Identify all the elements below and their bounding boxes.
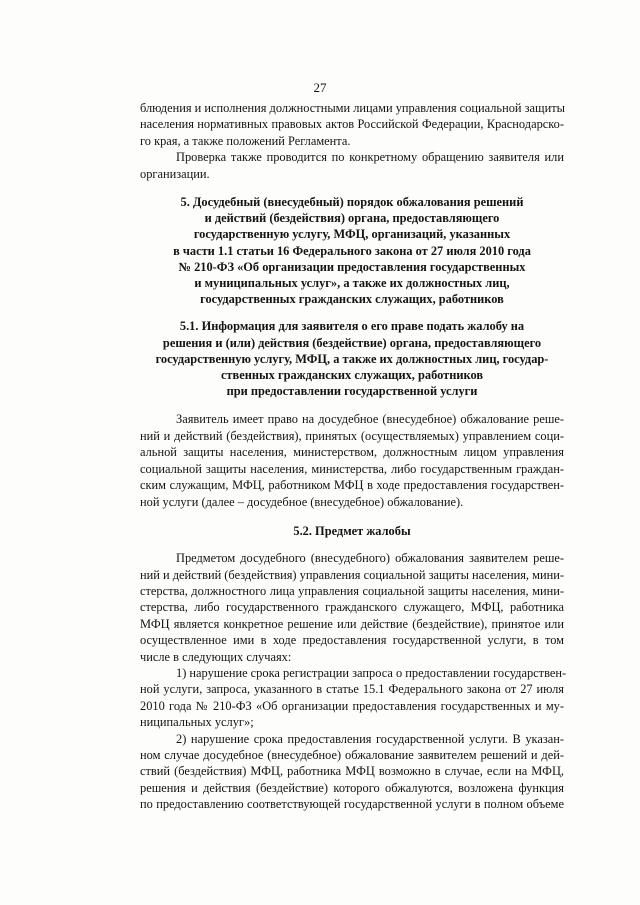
text-line: стерства, должностного лица управления социальной защиты населения, мини- xyxy=(140,583,564,598)
heading-line: государственную услугу, МФЦ, а также их должностных лиц, государ- xyxy=(155,351,549,366)
heading-line: при предоставлении государственной услуги xyxy=(226,384,478,399)
section-5-2-heading xyxy=(140,523,564,539)
text-line: решения и действия (бездействие) которого обжалуются, возложена функция xyxy=(140,780,564,795)
text-line: по предоставлению соответствующей государственной услуги в полном объеме xyxy=(140,797,564,812)
section-5-heading xyxy=(140,194,564,307)
text-line: 1) нарушение срока регистрации запроса о предоставлении государствен- xyxy=(176,665,567,680)
text-line: Заявитель имеет право на досудебное (внесудебное) обжалование реше- xyxy=(176,412,564,427)
check-paragraph xyxy=(140,149,564,182)
text-line: 2) нарушение срока предоставления государственной услуги. В указан- xyxy=(176,731,564,746)
heading-line: ственных гражданских служащих, работников xyxy=(220,368,484,383)
heading-line: в части 1.1 статьи 16 Федерального закона от 27 июля 2010 года xyxy=(173,243,531,258)
heading-line: и действий (бездействия) органа, предоставляющего xyxy=(204,211,500,226)
list-item-1 xyxy=(140,665,567,731)
intro-line: населения нормативных правовых актов Российской Федерации, Краснодарско- xyxy=(140,117,564,132)
text-line: ной услуги (далее – досудебное (внесудебное) обжалование). xyxy=(140,494,464,509)
text-line: стерства, либо государственного гражданского служащего, МФЦ, работника xyxy=(140,600,564,615)
page-content xyxy=(140,100,567,813)
text-line: ной услуги, запроса, указанного в статье 15.1 Федерального закона от 27 июля xyxy=(140,682,564,697)
text-line: МФЦ является конкретное решение или действие (бездействие), принятое или xyxy=(140,616,564,631)
heading-line: государственных гражданских служащих, работников xyxy=(200,292,504,307)
section-5-2-paragraph xyxy=(140,550,564,665)
page-number: 27 xyxy=(313,80,327,95)
intro-line: го края, а также положений Регламента. xyxy=(140,133,351,148)
text-line: социальной защиты населения, министерства, либо государственным граждан- xyxy=(140,461,564,476)
heading-line: решения и (или) действия (бездействие) органа, предоставляющего xyxy=(162,335,542,350)
check-line: организации. xyxy=(140,166,210,181)
intro-paragraph xyxy=(140,100,564,149)
text-line: альной защиты населения, министерством, должностным лицом управления xyxy=(140,445,564,460)
text-line: ским служащим, МФЦ, работником МФЦ в ходе предоставления государствен- xyxy=(140,478,564,493)
intro-line: блюдения и исполнения должностными лицами управления социальной защиты xyxy=(140,101,565,115)
text-line: числе в следующих случаях: xyxy=(140,649,292,664)
text-line: ниципальных услуг»; xyxy=(140,715,254,730)
text-line: ном случае досудебное (внесудебное) обжалование заявителем решений и дей- xyxy=(140,747,564,762)
heading-line: государственную услугу, МФЦ, организаций, указанных xyxy=(193,227,511,242)
text-line: 2010 года № 210-ФЗ «Об организации предоставления государственных и му- xyxy=(140,698,564,713)
text-line: Предметом досудебного (внесудебного) обжалования заявителем реше- xyxy=(176,551,564,566)
list-item-2 xyxy=(140,731,564,813)
text-line: ний и действий (бездействия) управления социальной защиты населения, мини- xyxy=(140,567,564,582)
check-line: Проверка также проводится по конкретному обращению заявителя или xyxy=(176,150,564,165)
text-line: ствий (бездействия) МФЦ, работника МФЦ возможно в случае, если на МФЦ, xyxy=(140,764,564,779)
section-5-1-paragraph xyxy=(140,411,564,509)
heading-line: 5.2. Предмет жалобы xyxy=(293,523,411,538)
text-line: ний и действий (бездействия), принятых (осуществляемых) управлением соци- xyxy=(140,428,564,443)
section-5-1-heading xyxy=(140,318,564,399)
heading-line: 5. Досудебный (внесудебный) порядок обжалования решений xyxy=(180,195,524,210)
heading-line: № 210-ФЗ «Об организации предоставления государственных xyxy=(178,259,526,274)
heading-line: 5.1. Информация для заявителя о его праве подать жалобу на xyxy=(179,319,525,334)
heading-line: и муниципальных услуг», а также их должностных лиц, xyxy=(194,276,510,291)
text-line: осуществленное ими в ходе предоставления государственной услуги, в том xyxy=(140,633,564,648)
